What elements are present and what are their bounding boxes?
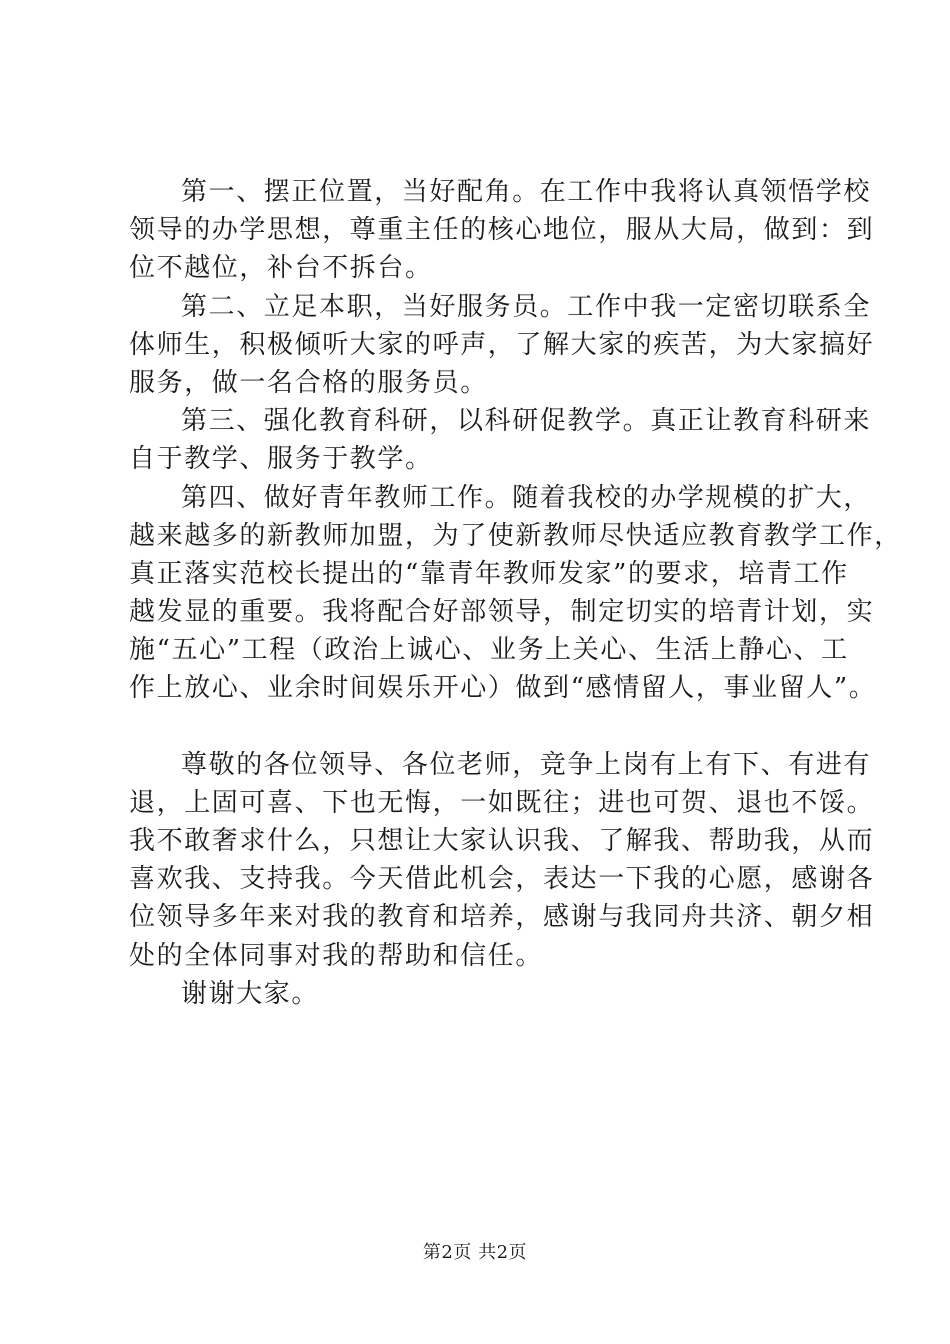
text-line: 施“五心”工程（政治上诚心、业务上关心、生活上静心、工 [129, 635, 849, 666]
text-line: 越发显的重要。我将配合好部领导，制定切实的培青计划，实 [129, 597, 875, 628]
paragraph-3 [129, 402, 872, 478]
document-body [129, 173, 902, 1013]
text-line: 位领导多年来对我的教育和培养，感谢与我同舟共济、朝夕相 [129, 902, 875, 933]
text-line: 第一、摆正位置，当好配角。在工作中我将认真领悟学校 [181, 177, 872, 207]
paragraph-spacer [129, 708, 835, 746]
text-line: 体师生，积极倾听大家的呼声，了解大家的疾苦，为大家搞好 [129, 329, 875, 360]
text-line: 我不敢奢求什么，只想让大家认识我、了解我、帮助我，从而 [129, 826, 875, 856]
paragraph-1 [129, 173, 875, 288]
text-line: 处的全体同事对我的帮助和信任。 [129, 940, 544, 971]
text-line: 第二、立足本职，当好服务员。工作中我一定密切联系全 [181, 291, 872, 322]
paragraph-5 [129, 746, 875, 975]
text-line: 自于教学、服务于教学。 [129, 444, 433, 475]
text-line: 作上放心、业余时间娱乐开心）做到“感情留人，事业留人”。 [129, 673, 877, 704]
text-line: 第三、强化教育科研，以科研促教学。真正让教育科研来 [181, 406, 872, 437]
text-line: 第四、做好青年教师工作。随着我校的办学规模的扩大， [181, 482, 872, 513]
text-line: 谢谢大家。 [181, 978, 320, 1009]
paragraph-4 [129, 479, 902, 708]
text-line: 真正落实范校长提出的“靠青年教师发家”的要求，培青工作 [129, 558, 849, 589]
page-footer [0, 1240, 950, 1266]
text-line: 尊敬的各位领导、各位老师，竞争上岗有上有下、有进有 [181, 749, 872, 780]
paragraph-6 [129, 975, 835, 1013]
text-line: 退，上固可喜、下也无悔，一如既往；进也可贺、退也不馁。 [129, 787, 875, 818]
text-line: 领导的办学思想，尊重主任的核心地位，服从大局，做到：到 [129, 215, 875, 246]
text-line: 服务，做一名合格的服务员。 [129, 367, 488, 398]
text-line: 位不越位，补台不拆台。 [129, 253, 433, 284]
text-line: 越来越多的新教师加盟，为了使新教师尽快适应教育教学工作， [129, 520, 902, 551]
text-line: 喜欢我、支持我。今天借此机会，表达一下我的心愿，感谢各 [129, 864, 875, 895]
page-number-label: 第2页 共2页 [422, 1242, 528, 1263]
paragraph-2 [129, 288, 875, 403]
